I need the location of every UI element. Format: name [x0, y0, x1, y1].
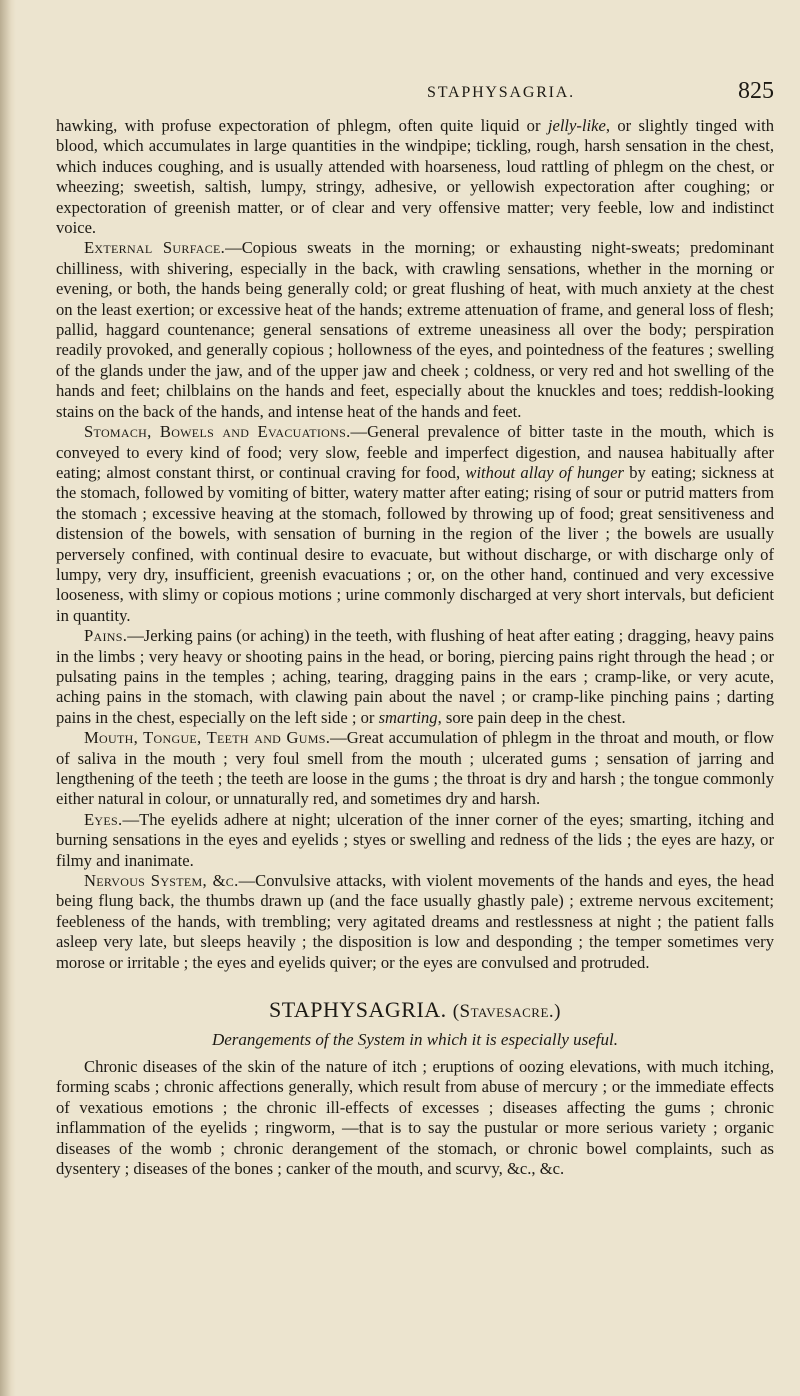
continuation-text-1: hawking, with profuse expectoration of phlegm, often quite liquid or [56, 116, 548, 135]
entry-title [56, 997, 774, 1023]
continuation-text-2: , or slightly tinged with blood, which accumulates in large quantities in the windpipe; tickling, rough, harsh sensation in the chest, which induces coughing, and is usually attended with hoarseness, loud rattling of phlegm on the chest, or wheezing; sweetish, saltish, lumpy, stringy, adhesive, or yellowish expectoration after coughing; or expectoration of greenish matter, or of clear and very offensive matter; very feeble, low and indistinct voice. [56, 116, 774, 238]
stomach-text-2: by eating; sickness at the stomach, followed by vomiting of bitter, watery matter after eating; rising of sour or putrid matters from the stomach ; excessive heaving at the stomach, followed by throwing up of food; great sensitiveness and distension of the bowels, with sensation of burning in the region of the liver ; the bowels are usually perversely confined, with continual desire to evacuate, but without discharge, or with discharge only of lumpy, very dry, insufficient, greenish evacuations ; or, on the other hand, continued and very excessive looseness, with slimy or copious motions ; urine commonly discharged at very short intervals, but deficient in quantity. [56, 462, 774, 625]
stomach-italic: without allay of hunger [465, 462, 624, 482]
continuation-italic: jelly-like [547, 116, 606, 135]
stomach-text-1: —General prevalence of bitter taste in the mouth, which is conveyed to every kind of food; very slow, feeble and imperfect digestion, and nausea habitually after eating; almost constant thirst, or continual craving for food, [56, 422, 774, 482]
entry-paragraph: Chronic diseases of the skin of the nature of itch ; eruptions of oozing elevations, with much itching, forming scabs ; chronic affections generally, which result from abuse of mercury ; or the immediate effects of vexatious emotions ; the chronic ill-effects of excesses ; diseases affecting the gums ; chronic inflammation of the eyelids ; ringworm, —that is to say the pustular or more serious variety ; organic diseases of the womb ; chronic derangement of the stomach, or chronic bowel complaints, such as dysentery ; diseases of the bones ; canker of the mouth, and scurvy, &c., &c. [56, 1056, 774, 1178]
nervous-text: —Convulsive attacks, with violent movements of the hands and eyes, the head being flung back, the thumbs drawn up (and the face usually ghastly pale) ; extreme nervous excitement; feebleness of the hands, with trembling; very agitated dreams and restlessness at night ; the patient falls asleep very late, but sleeps heavily ; the disposition is low and desponding ; the temper sometimes very morose or irritable ; the eyes and eyelids quiver; or the eyes are convulsed and protruded. [56, 871, 774, 972]
eyes-text: —The eyelids adhere at night; ulceration of the inner corner of the eyes; smarting, itching and burning sensations in the eyes and eyelids ; styes or swelling and redness of the lids ; the eyes are hazy, or filmy and inanimate. [56, 809, 774, 870]
entry-title-name: STAPHYSAGRIA. [268, 997, 447, 1023]
body-text [56, 116, 774, 1179]
page-number: 825 [738, 78, 774, 104]
page-binding-edge [0, 0, 16, 1396]
eyes-heading: Eyes. [84, 809, 123, 829]
pains-heading: Pains. [84, 626, 128, 646]
eyes-paragraph [56, 810, 774, 871]
nervous-heading: Nervous System, &c. [84, 871, 239, 891]
running-title: STAPHYSAGRIA. [427, 84, 575, 101]
external-surface-paragraph [56, 238, 774, 422]
running-head [228, 78, 774, 112]
pains-text-2: , sore pain deep in the chest. [437, 707, 626, 727]
stomach-heading: Stomach, Bowels and Evacuations. [84, 422, 351, 442]
entry-subtitle: Derangements of the System in which it is especially useful. [211, 1030, 619, 1050]
pains-italic: smarting [378, 707, 438, 727]
mouth-heading: Mouth, Tongue, Teeth and Gums. [84, 728, 331, 748]
external-surface-text: —Copious sweats in the morning; or exhausting night-sweats; predominant chilliness, with shivering, especially in the back, with crawling sensations, whether in the morning or evening, or both, the hands being generally cold; or great flushing of heat, with much anxiety at the chest on the least exertion; or excessive heat of the hands; extreme attenuation of frame, and general loss of flesh; pallid, haggard countenance; general sensations of extreme uneasiness all over the body; perspiration readily provoked, and generally copious ; hollowness of the eyes, and pointedness of the features ; swelling of the glands under the jaw, and of the upper jaw and cheek ; coldness, or very red and hot swelling of the hands and feet; chilblains on the hands and feet, especially about the knuckles and toes; reddish-looking stains on the back of the hands, and intense heat of the hands and feet. [56, 238, 774, 421]
stomach-paragraph [56, 422, 774, 626]
continuation-paragraph [56, 116, 774, 238]
pains-paragraph [56, 626, 774, 728]
mouth-text: —Great accumulation of phlegm in the throat and mouth, or flow of saliva in the mouth ; very foul smell from the mouth ; ulcerated gums ; sensation of jarring and lengthening of the teeth ; the teeth are loose in the gums ; the throat is dry and harsh ; the tongue commonly either natural in colour, or unnaturally red, and sometimes dry and harsh. [56, 728, 774, 809]
entry-title-common-name: (Stavesacre.) [452, 1001, 562, 1023]
external-surface-heading: External Surface. [84, 238, 226, 258]
pains-text-1: —Jerking pains (or aching) in the teeth, with flushing of heat after eating ; dragging, heavy pains in the limbs ; very heavy or shooting pains in the head, or boring, piercing pains right through the head ; or pulsating pains in the temples ; aching, tearing, dragging pains in the ears ; cramp-like, or very acute, aching pains in the stomach, with clawing pain about the navel ; or cramp-like pinching pains ; darting pains in the chest, especially on the left side ; or [56, 626, 774, 727]
mouth-paragraph [56, 728, 774, 810]
nervous-paragraph [56, 871, 774, 973]
